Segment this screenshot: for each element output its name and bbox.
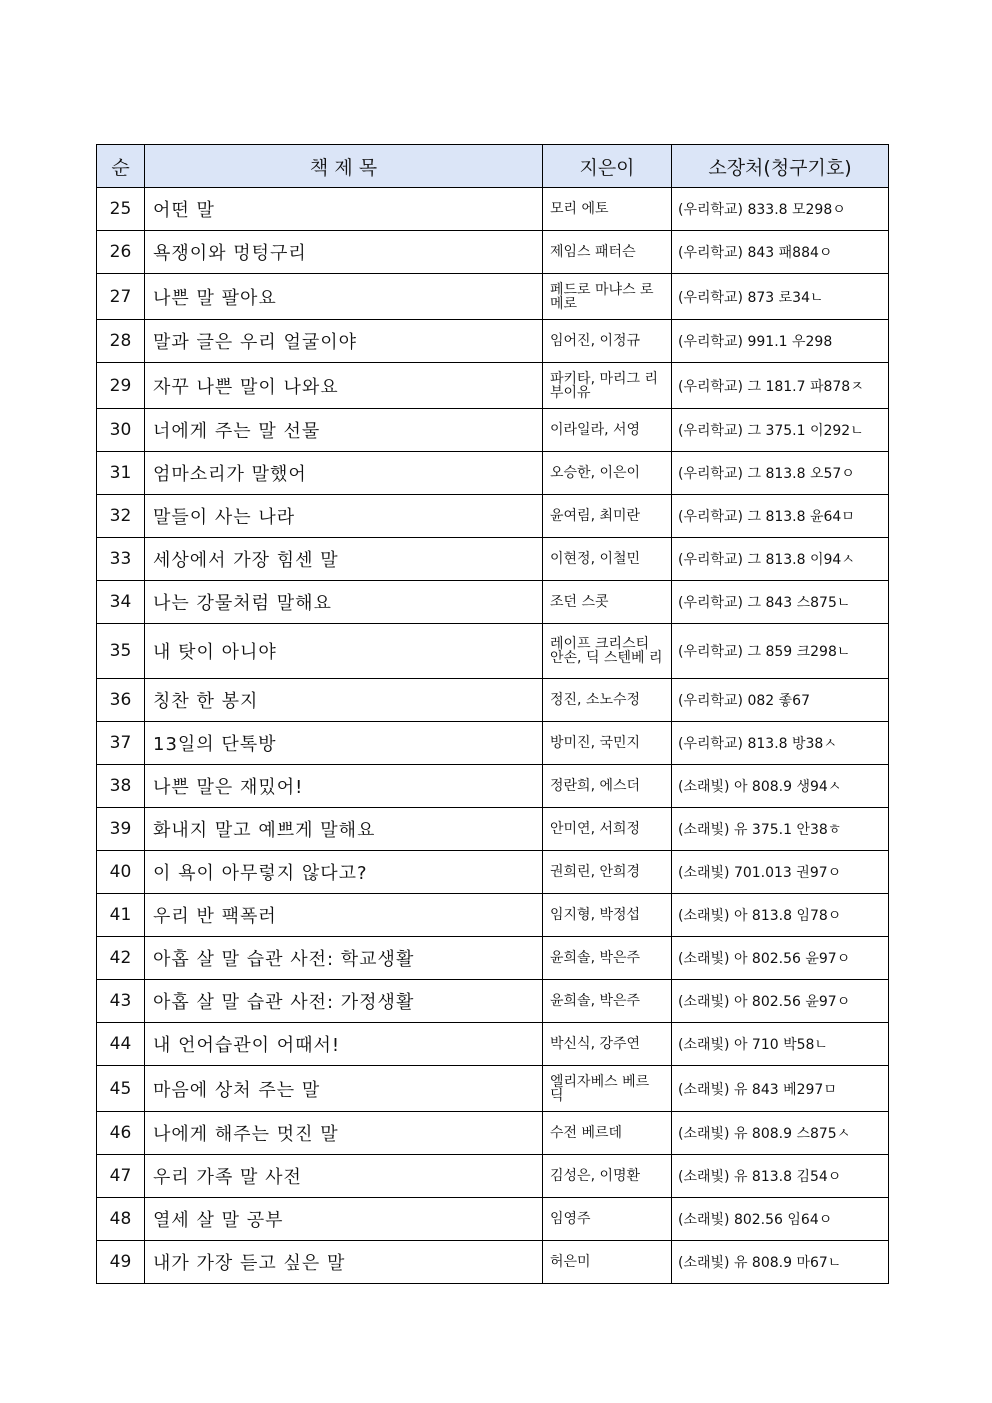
- book-title: 우리 가족 말 사전: [145, 1155, 543, 1198]
- row-number: 43: [97, 980, 145, 1023]
- book-author: 수전 베르데: [543, 1112, 672, 1155]
- table-row: [97, 452, 889, 495]
- book-location: (우리학교) 그 813.8 이94ㅅ: [672, 538, 889, 581]
- row-number: 29: [97, 363, 145, 409]
- book-location: (우리학교) 991.1 우298: [672, 320, 889, 363]
- book-title: 너에게 주는 말 선물: [145, 409, 543, 452]
- table-row: [97, 679, 889, 722]
- book-author: 박신식, 강주연: [543, 1023, 672, 1066]
- book-author: 김성은, 이명환: [543, 1155, 672, 1198]
- book-title: 이 욕이 아무렇지 않다고?: [145, 851, 543, 894]
- book-author: 정란희, 에스더: [543, 765, 672, 808]
- row-number: 33: [97, 538, 145, 581]
- book-location: (소래빛) 아 802.56 윤97ㅇ: [672, 937, 889, 980]
- row-number: 41: [97, 894, 145, 937]
- table-row: [97, 1112, 889, 1155]
- book-title: 아홉 살 말 습관 사전: 학교생활: [145, 937, 543, 980]
- book-location: (소래빛) 유 843 베297ㅁ: [672, 1066, 889, 1112]
- row-number: 40: [97, 851, 145, 894]
- book-location: (우리학교) 873 로34ㄴ: [672, 274, 889, 320]
- row-number: 48: [97, 1198, 145, 1241]
- row-number: 36: [97, 679, 145, 722]
- table-row: [97, 581, 889, 624]
- table-row: [97, 409, 889, 452]
- table-row: [97, 1023, 889, 1066]
- table-row: [97, 1155, 889, 1198]
- table-row: [97, 894, 889, 937]
- book-location: (소래빛) 아 710 박58ㄴ: [672, 1023, 889, 1066]
- table-row: [97, 808, 889, 851]
- book-title: 내가 가장 듣고 싶은 말: [145, 1241, 543, 1284]
- book-location: (소래빛) 802.56 임64ㅇ: [672, 1198, 889, 1241]
- row-number: 46: [97, 1112, 145, 1155]
- book-author: 윤여림, 최미란: [543, 495, 672, 538]
- table-row: [97, 765, 889, 808]
- table-header: [97, 145, 889, 188]
- book-title: 세상에서 가장 힘센 말: [145, 538, 543, 581]
- book-title: 우리 반 팩폭러: [145, 894, 543, 937]
- row-number: 27: [97, 274, 145, 320]
- book-author: 제임스 패터슨: [543, 231, 672, 274]
- book-location: (소래빛) 유 808.9 스875ㅅ: [672, 1112, 889, 1155]
- table-row: [97, 231, 889, 274]
- row-number: 39: [97, 808, 145, 851]
- header-row: [97, 145, 889, 188]
- row-number: 34: [97, 581, 145, 624]
- row-number: 31: [97, 452, 145, 495]
- book-author: 조던 스콧: [543, 581, 672, 624]
- row-number: 35: [97, 624, 145, 679]
- book-location: (우리학교) 그 859 크298ㄴ: [672, 624, 889, 679]
- header-no: 순: [97, 145, 145, 188]
- book-title: 엄마소리가 말했어: [145, 452, 543, 495]
- book-location: (우리학교) 그 181.7 파878ㅈ: [672, 363, 889, 409]
- table-row: [97, 363, 889, 409]
- table-row: [97, 538, 889, 581]
- row-number: 44: [97, 1023, 145, 1066]
- book-title: 나에게 해주는 멋진 말: [145, 1112, 543, 1155]
- book-title: 화내지 말고 예쁘게 말해요: [145, 808, 543, 851]
- table-row: [97, 980, 889, 1023]
- book-title: 마음에 상처 주는 말: [145, 1066, 543, 1112]
- book-location: (소래빛) 아 813.8 임78ㅇ: [672, 894, 889, 937]
- book-author: 오승한, 이은이: [543, 452, 672, 495]
- book-author: 윤희솔, 박은주: [543, 937, 672, 980]
- row-number: 47: [97, 1155, 145, 1198]
- table-row: [97, 495, 889, 538]
- row-number: 26: [97, 231, 145, 274]
- table-row: [97, 1241, 889, 1284]
- book-title: 내 언어습관이 어때서!: [145, 1023, 543, 1066]
- book-location: (우리학교) 그 813.8 윤64ㅁ: [672, 495, 889, 538]
- book-location: (우리학교) 813.8 방38ㅅ: [672, 722, 889, 765]
- header-author: 지은이: [543, 145, 672, 188]
- book-author: 모리 에토: [543, 188, 672, 231]
- book-location: (소래빛) 아 802.56 윤97ㅇ: [672, 980, 889, 1023]
- table-row: [97, 851, 889, 894]
- book-author: 파키타, 마리그 리부이유: [543, 363, 672, 409]
- table-row: [97, 188, 889, 231]
- book-title: 나는 강물처럼 말해요: [145, 581, 543, 624]
- book-author: 이현정, 이철민: [543, 538, 672, 581]
- book-title: 아홉 살 말 습관 사전: 가정생활: [145, 980, 543, 1023]
- row-number: 30: [97, 409, 145, 452]
- book-location: (소래빛) 701.013 권97ㅇ: [672, 851, 889, 894]
- row-number: 45: [97, 1066, 145, 1112]
- table-row: [97, 320, 889, 363]
- book-title: 어떤 말: [145, 188, 543, 231]
- header-title: 책 제 목: [145, 145, 543, 188]
- book-author: 임지형, 박정섭: [543, 894, 672, 937]
- book-location: (소래빛) 아 808.9 생94ㅅ: [672, 765, 889, 808]
- row-number: 28: [97, 320, 145, 363]
- book-location: (우리학교) 그 813.8 오57ㅇ: [672, 452, 889, 495]
- row-number: 25: [97, 188, 145, 231]
- table-row: [97, 1198, 889, 1241]
- book-location: (소래빛) 유 808.9 마67ㄴ: [672, 1241, 889, 1284]
- row-number: 37: [97, 722, 145, 765]
- book-author: 윤희솔, 박은주: [543, 980, 672, 1023]
- book-title: 말과 글은 우리 얼굴이야: [145, 320, 543, 363]
- table-row: [97, 1066, 889, 1112]
- row-number: 42: [97, 937, 145, 980]
- book-list-table: [96, 144, 889, 1284]
- book-location: (우리학교) 그 375.1 이292ㄴ: [672, 409, 889, 452]
- book-location: (우리학교) 082 좋67: [672, 679, 889, 722]
- book-title: 나쁜 말 팔아요: [145, 274, 543, 320]
- book-location: (우리학교) 그 843 스875ㄴ: [672, 581, 889, 624]
- book-author: 정진, 소노수정: [543, 679, 672, 722]
- book-title: 욕쟁이와 멍텅구리: [145, 231, 543, 274]
- book-title: 자꾸 나쁜 말이 나와요: [145, 363, 543, 409]
- header-location: 소장처(청구기호): [672, 145, 889, 188]
- book-author: 안미연, 서희정: [543, 808, 672, 851]
- row-number: 32: [97, 495, 145, 538]
- row-number: 49: [97, 1241, 145, 1284]
- book-title: 13일의 단톡방: [145, 722, 543, 765]
- book-author: 방미진, 국민지: [543, 722, 672, 765]
- book-author: 레이프 크리스티 안손, 딕 스텐베 리: [543, 624, 672, 679]
- book-title: 나쁜 말은 재밌어!: [145, 765, 543, 808]
- book-title: 내 탓이 아니야: [145, 624, 543, 679]
- table-row: [97, 937, 889, 980]
- table-row: [97, 624, 889, 679]
- book-author: 페드로 마냐스 로메로: [543, 274, 672, 320]
- book-location: (우리학교) 833.8 모298ㅇ: [672, 188, 889, 231]
- book-title: 열세 살 말 공부: [145, 1198, 543, 1241]
- table-body: [97, 188, 889, 1284]
- book-title: 칭찬 한 봉지: [145, 679, 543, 722]
- book-author: 임어진, 이정규: [543, 320, 672, 363]
- book-title: 말들이 사는 나라: [145, 495, 543, 538]
- table-row: [97, 722, 889, 765]
- book-author: 임영주: [543, 1198, 672, 1241]
- book-author: 권희린, 안희경: [543, 851, 672, 894]
- book-author: 이라일라, 서영: [543, 409, 672, 452]
- book-location: (우리학교) 843 패884ㅇ: [672, 231, 889, 274]
- row-number: 38: [97, 765, 145, 808]
- book-author: 허은미: [543, 1241, 672, 1284]
- table-row: [97, 274, 889, 320]
- book-location: (소래빛) 유 375.1 안38ㅎ: [672, 808, 889, 851]
- book-location: (소래빛) 유 813.8 김54ㅇ: [672, 1155, 889, 1198]
- book-author: 엘리자베스 베르 딕: [543, 1066, 672, 1112]
